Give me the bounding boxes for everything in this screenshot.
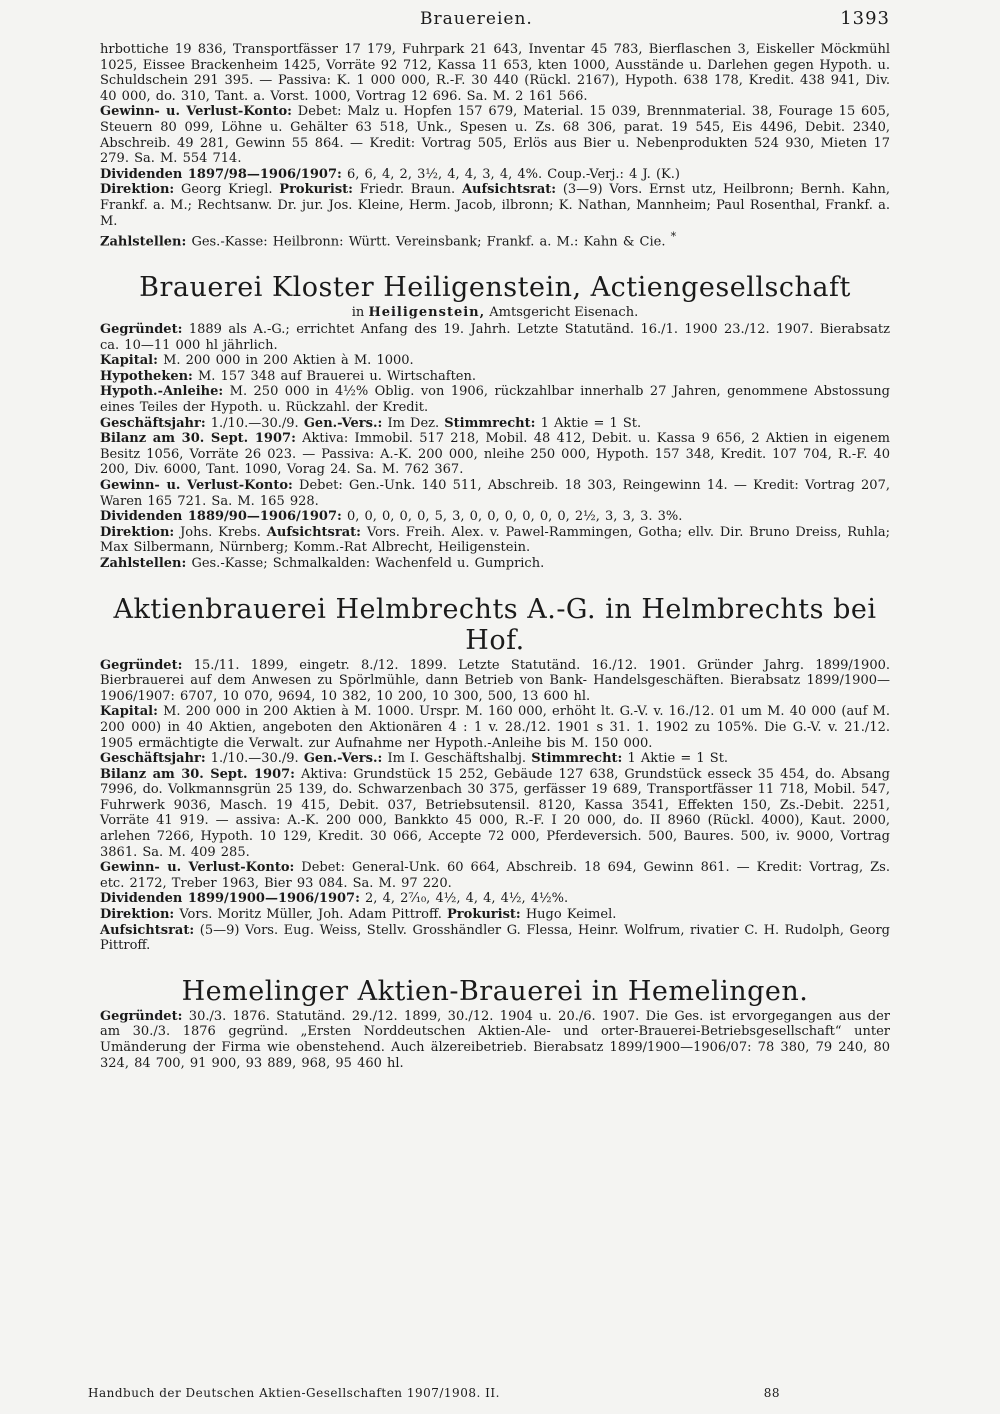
section-title: Brauereien. bbox=[420, 9, 533, 29]
footer-sheet-number: 88 bbox=[763, 1386, 780, 1400]
balance-paragraph: Bilanz am 30. Sept. 1907: Aktiva: Grundstück 15 252, Gebäude 127 638, Grundstück esseck 35 454, do. Absang 7996, do. Volkmannsgrün 25 139, do. Schwarzenbach 30 375, gerfässer 19 689, Transportfässer 11 718, Mobil. 547, Fuhrwerk 9036, Masch. 19 415, Debit. 037, Betriebsutensil. 8120, Kassa 3541, Effekten 150, Zs.-Debit. 2251, Vorräte 41 919. — assiva: A.-K. 200 000, Bankkto 45 000, R.-F. I 20 000, do. II 8960 (Rückl. 4000), Kaut. 2000, arlehen 7266, Hypoth. 10 129, Kredit. 30 066, Accepte 72 000, Pferdeversich. 500, Baures. 500, iv. 9000, Vortrag 3861. Sa. M. 409 285. bbox=[100, 766, 891, 860]
management-paragraph: Direktion: Johs. Krebs. Aufsichtsrat: Vors. Freih. Alex. v. Pawel-Rammingen, Gotha; ellv. Dir. Bruno Dreiss, Ruhla; Max Silbermann, Nürnberg; Komm.-Rat Albrecht, Heiligenstein. bbox=[100, 524, 891, 556]
company-title: Aktienbrauerei Helmbrechts A.-G. in Helmbrechts bei Hof. bbox=[113, 593, 877, 656]
company-location: in Heiligenstein, Amtsgericht Eisenach. bbox=[351, 305, 639, 321]
paying-agents-paragraph: Zahlstellen: Ges.-Kasse; Schmalkalden: Wachenfeld u. Gumprich. bbox=[100, 555, 545, 571]
company-entry-heiligenstein bbox=[100, 272, 890, 572]
entry-continuation bbox=[100, 42, 890, 250]
company-title: Hemelinger Aktien-Brauerei in Hemelingen. bbox=[181, 975, 809, 1007]
management-paragraph: Direktion: Vors. Moritz Müller, Joh. Adam Pittroff. Prokurist: Hugo Keimel. bbox=[100, 907, 617, 923]
capital-paragraph: Kapital: M. 200 000 in 200 Aktien à M. 1000. Urspr. M. 160 000, erhöht lt. G.-V. v. 16./12. 01 um M. 40 000 (auf M. 200 000) in 40 Aktien, angeboten den Aktionären 4 : 1 v. 28./12. 1901 s 31. 1. 1902 zu 105%. Die G.-V. v. 21./12. 1905 ermächtigte die Verwalt. zur Aufnahme ner Hypoth.-Anleihe bis M. 150 000. bbox=[100, 704, 890, 751]
dividends-paragraph: Dividenden 1899/1900—1906/1907: 2, 4, 2⁷⁄₁₀, 4½, 4, 4, 4½, 4½%. bbox=[100, 891, 569, 907]
capital-paragraph: Kapital: M. 200 000 in 200 Aktien à M. 1000. bbox=[100, 353, 414, 369]
dividends-paragraph: Dividenden 1889/90—1906/1907: 0, 0, 0, 0, 0, 5, 3, 0, 0, 0, 0, 0, 0, 2½, 3, 3, 3. 3%. bbox=[100, 509, 683, 525]
founded-paragraph: Gegründet: 30./3. 1876. Statutänd. 29./12. 1899, 30./12. 1904 u. 20./6. 1907. Die Ges. ist ervorgegangen aus der am 30./3. 1876 gegründ. „Ersten Norddeutschen Aktien-Ale- und orter-Brauerei-Betriebsgesellschaft“ unter Umänderung der Firma wie obenstehend. Auch älzereibetrieb. Bierabsatz 1899/1900—1906/07: 78 380, 79 240, 80 324, 84 700, 91 900, 93 889, 968, 95 460 hl. bbox=[100, 1008, 890, 1071]
founded-paragraph: Gegründet: 15./11. 1899, eingetr. 8./12. 1899. Letzte Statutänd. 16./12. 1901. Gründer Jahrg. 1899/1900. Bierbrauerei auf dem Anwesen zu Spörlmühle, dann Betrieb von Bank- Handelsgeschäften. Bierabsatz 1899/1900—1906/1907: 6707, 10 070, 9694, 10 382, 10 200, 10 300, 500, 13 600 hl. bbox=[100, 657, 890, 704]
bond-paragraph: Hypoth.-Anleihe: M. 250 000 in 4½% Oblig. von 1906, rückzahlbar innerhalb 27 Jahren, genommene Abstossung eines Teiles der Hypoth. u. Rückzahl. der Kredit. bbox=[100, 384, 891, 416]
management-paragraph: Direktion: Georg Kriegl. Prokurist: Friedr. Braun. Aufsichtsrat: (3—9) Vors. Ernst utz, Heilbronn; Bernh. Kahn, Frankf. a. M.; Rechtsanw. Dr. jur. Jos. Kleine, Herm. Jacob, ilbronn; K. Nathan, Mannheim; Paul Rosenthal, Frankf. a. M. bbox=[100, 182, 891, 229]
fiscal-year-paragraph: Geschäftsjahr: 1./10.—30./9. Gen.-Vers.: Im Dez. Stimmrecht: 1 Aktie = 1 St. bbox=[100, 415, 642, 431]
running-head bbox=[100, 8, 890, 42]
paying-agents-paragraph: Zahlstellen: Ges.-Kasse: Heilbronn: Württ. Vereinsbank; Frankf. a. M.: Kahn & Cie. * bbox=[100, 230, 677, 250]
profit-loss-paragraph: Gewinn- u. Verlust-Konto: Debet: General-Unk. 60 664, Abschreib. 18 694, Gewinn 861. — Kredit: Vortrag, Zs. etc. 2172, Treber 1963, Bier 93 084. Sa. M. 97 220. bbox=[100, 860, 890, 891]
supervisory-board-paragraph: Aufsichtsrat: (5—9) Vors. Eug. Weiss, Stellv. Grosshändler G. Flessa, Heinr. Wolfrum, rivatier C. H. Rudolph, Georg Pittroff. bbox=[100, 922, 890, 954]
page-footer bbox=[88, 1386, 890, 1400]
profit-loss-paragraph: Gewinn- u. Verlust-Konto: Debet: Malz u. Hopfen 157 679, Material. 15 039, Brennmaterial. 38, Fourage 15 605, Steuern 80 099, Löhne u. Gehälter 63 518, Unk., Spesen u. Zs. 68 306, parat. 19 545, Eis 4496, Debit. 2340, Abschreib. 49 281, Gewinn 55 864. — Kredit: Vortrag 505, Erlös aus Bier u. Nebenprodukten 524 930, Mieten 17 279. Sa. M. 554 714. bbox=[100, 104, 890, 167]
company-entry-helmbrechts bbox=[100, 594, 890, 954]
profit-loss-paragraph: Gewinn- u. Verlust-Konto: Debet: Gen.-Unk. 140 511, Abschreib. 18 303, Reingewinn 14. — Kredit: Vortrag 207, Waren 165 721. Sa. M. 165 928. bbox=[100, 477, 890, 509]
balance-paragraph: Bilanz am 30. Sept. 1907: Aktiva: Immobil. 517 218, Mobil. 48 412, Debit. u. Kassa 9 656, 2 Aktien in eigenem Besitz 1056, Vorräte 26 023. — Passiva: A.-K. 200 000, nleihe 250 000, Hypoth. 157 348, Kredit. 107 704, R.-F. 40 200, Div. 6000, Tant. 1090, Vorag 24. Sa. M. 762 367. bbox=[100, 431, 890, 478]
mortgages-paragraph: Hypotheken: M. 157 348 auf Brauerei u. Wirtschaften. bbox=[100, 368, 476, 384]
company-entry-hemelingen bbox=[100, 976, 890, 1071]
fiscal-year-paragraph: Geschäftsjahr: 1./10.—30./9. Gen.-Vers.: Im I. Geschäftshalbj. Stimmrecht: 1 Aktie = 1 St. bbox=[100, 751, 729, 767]
footer-source: Handbuch der Deutschen Aktien-Gesellschaften 1907/1908. II. bbox=[88, 1386, 500, 1400]
page-number: 1393 bbox=[840, 8, 890, 29]
company-title: Brauerei Kloster Heiligenstein, Actiengesellschaft bbox=[139, 272, 851, 304]
field-label: Dividenden 1897/98—1906/1907: bbox=[100, 166, 342, 182]
dividends-paragraph: Dividenden 1897/98—1906/1907: 6, 6, 4, 2, 3½, 4, 4, 3, 4, 4%. Coup.-Verj.: 4 J. (K.) bbox=[100, 166, 680, 182]
balance-paragraph: hrbottiche 19 836, Transportfässer 17 179, Fuhrpark 21 643, Inventar 45 783, Bierflaschen 3, Eiskeller Möckmühl 1025, Eissee Brackenheim 1425, Vorräte 92 712, Kassa 11 653, kten 1000, Ausstände u. Darlehen gegen Hypoth. u. Schuldschein 291 395. — Passiva: K. 1 000 000, R.-F. 30 440 (Rückl. 2167), Hypoth. 638 178, Kredit. 438 941, Div. 40 000, do. 310, Tant. a. Vorst. 1000, Vortrag 12 696. Sa. M. 2 161 566. bbox=[100, 42, 890, 104]
field-label: Gewinn- u. Verlust-Konto: bbox=[100, 104, 292, 120]
founded-paragraph: Gegründet: 1889 als A.-G.; errichtet Anfang des 19. Jahrh. Letzte Statutänd. 16./1. 1900 23./12. 1907. Bierabsatz ca. 10—11 000 hl jährlich. bbox=[100, 322, 891, 353]
footnote-star: * bbox=[670, 230, 677, 244]
